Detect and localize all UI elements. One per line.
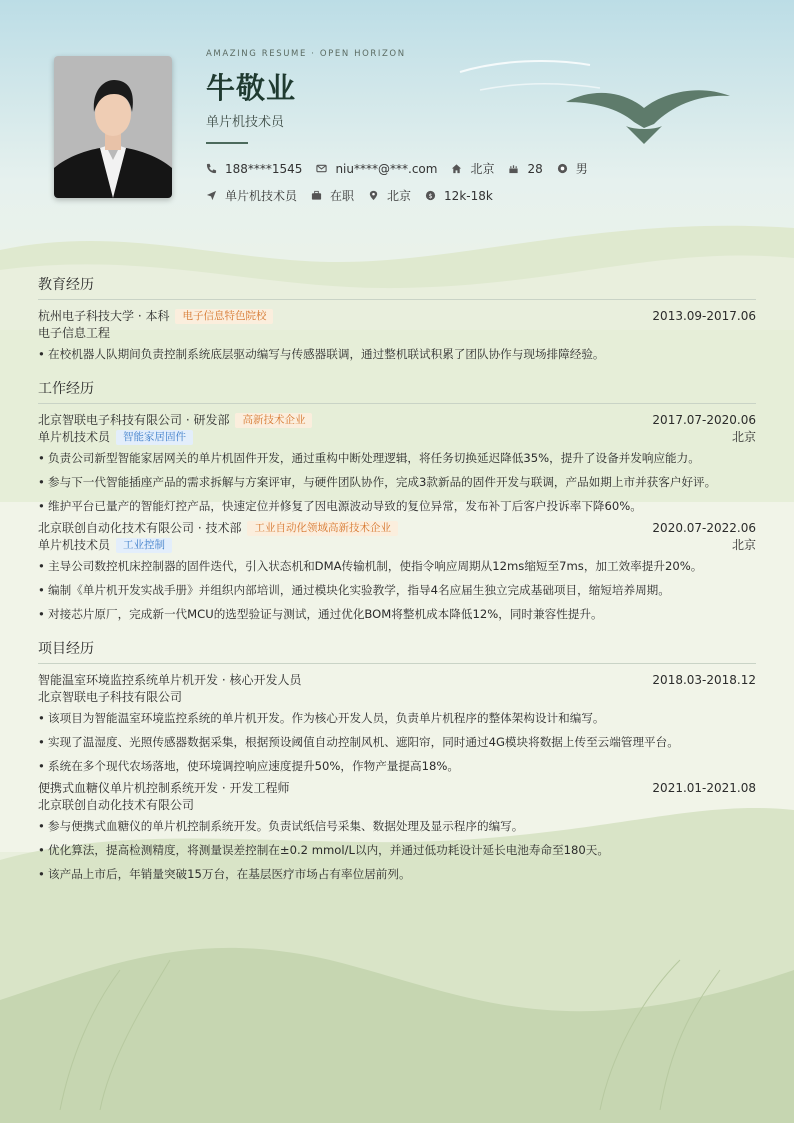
work-header-line: [38, 520, 756, 537]
work-role: 单片机技术员: [38, 538, 111, 552]
education-school-tag: 电子信息特色院校: [175, 309, 273, 324]
contact-email-value: niu****@***.com: [335, 161, 438, 176]
list-item: • 参与便携式血糖仪的单片机控制系统开发。负责试纸信号采集、数据处理及显示程序的编写。: [38, 814, 756, 838]
work-company: 北京智联电子科技有限公司 · 研发部: [38, 413, 230, 427]
list-item: • 实现了温湿度、光照传感器数据采集，根据预设阈值自动控制风机、遮阳帘，同时通过4G模块将数据上传至云端管理平台。: [38, 730, 756, 754]
gender-icon: [557, 163, 568, 174]
project-name: 智能温室环境监控系统单片机开发 · 核心开发人员: [38, 673, 302, 687]
work-role-tag: 工业控制: [116, 538, 172, 553]
education-bullets: [38, 342, 756, 366]
work-role-line: [38, 537, 756, 554]
candidate-title: 单片机技术员: [206, 115, 285, 130]
project-date: 2018.03-2018.12: [652, 673, 756, 687]
project-bullets: [38, 706, 756, 778]
money-icon: [425, 190, 436, 201]
project-org-line: [38, 689, 756, 706]
education-title: 教育经历: [38, 274, 756, 300]
list-item: • 对接芯片原厂，完成新一代MCU的选型验证与测试，通过优化BOM将整机成本降低12%，同时兼容性提升。: [38, 602, 756, 626]
project-org: 北京智联电子科技有限公司: [38, 690, 183, 704]
list-item: • 该产品上市后，年销量突破15万台，在基层医疗市场占有率位居前列。: [38, 862, 756, 886]
work-company: 北京联创自动化技术有限公司 · 技术部: [38, 521, 242, 535]
work-company-tag: 高新技术企业: [235, 413, 312, 428]
work-section: [38, 378, 756, 626]
contact-row-personal: [206, 160, 602, 177]
home-icon: [451, 163, 462, 174]
work-date: 2020.07-2022.06: [652, 521, 756, 535]
contact-gender: [557, 160, 588, 177]
education-date: 2013.09-2017.06: [652, 309, 756, 323]
list-item: • 维护平台已量产的智能灯控产品，快速定位并修复了因电源波动导致的复位异常，发布补丁后客户投诉率下降60%。: [38, 494, 756, 518]
mail-icon: [316, 163, 327, 174]
candidate-name: 牛敬业: [206, 71, 297, 105]
work-bullets: [38, 446, 756, 518]
contact-age-value: 28: [527, 161, 543, 176]
contact-city-value: 北京: [470, 162, 495, 176]
contact-target-city-value: 北京: [387, 189, 412, 203]
projects-section: [38, 638, 756, 886]
education-major: 电子信息工程: [38, 326, 111, 340]
list-item: • 主导公司数控机床控制器的固件迭代，引入状态机和DMA传输机制，使指令响应周期从12ms缩短至7ms，加工效率提升20%。: [38, 554, 756, 578]
work-city: 北京: [731, 430, 756, 444]
location-pin-icon: [368, 190, 379, 201]
phone-icon: [206, 163, 217, 174]
work-role: 单片机技术员: [38, 430, 111, 444]
contact-salary-value: 12k-18k: [444, 188, 493, 203]
project-name: 便携式血糖仪单片机控制系统开发 · 开发工程师: [38, 781, 290, 795]
contact-row-job: [206, 187, 507, 204]
svg-text:$: $: [428, 191, 433, 200]
work-company-tag: 工业自动化领域高新技术企业: [247, 521, 398, 536]
project-org-line: [38, 797, 756, 814]
work-entry: [38, 520, 756, 626]
contact-salary: [425, 189, 493, 203]
contact-status-value: 在职: [330, 189, 355, 203]
work-header-line: [38, 412, 756, 429]
work-role-line: [38, 429, 756, 446]
work-entry: [38, 412, 756, 518]
education-school: 杭州电子科技大学 · 本科: [38, 309, 170, 323]
profile-photo: [54, 56, 172, 198]
project-org: 北京联创自动化技术有限公司: [38, 798, 195, 812]
resume-header-tag: AMAZING RESUME · OPEN HORIZON: [206, 49, 406, 59]
education-section: [38, 274, 756, 366]
briefcase-icon: [311, 190, 322, 201]
contact-target-job-value: 单片机技术员: [225, 189, 298, 203]
contact-target-city: [368, 187, 411, 204]
contact-gender-value: 男: [575, 162, 588, 176]
title-divider: [206, 142, 248, 144]
contact-target-job: [206, 187, 297, 204]
project-header-line: [38, 672, 756, 689]
work-bullets: [38, 554, 756, 626]
contact-age: [508, 162, 542, 176]
project-entry: [38, 780, 756, 886]
project-date: 2021.01-2021.08: [652, 781, 756, 795]
project-entry: [38, 672, 756, 778]
work-city: 北京: [731, 538, 756, 552]
project-bullets: [38, 814, 756, 886]
education-major-line: [38, 325, 756, 342]
projects-title: 项目经历: [38, 638, 756, 664]
send-icon: [206, 190, 217, 201]
bird-icon: [562, 82, 732, 146]
contact-phone: [206, 162, 302, 176]
contact-status: [311, 187, 354, 204]
list-item: • 参与下一代智能插座产品的需求拆解与方案评审，与硬件团队协作，完成3款新品的固件开发与联调，产品如期上市并获客户好评。: [38, 470, 756, 494]
cake-icon: [508, 163, 519, 174]
contact-phone-value: 188****1545: [225, 161, 303, 176]
education-header-line: [38, 308, 756, 325]
project-header-line: [38, 780, 756, 797]
education-entry: [38, 308, 756, 366]
contact-city: [451, 160, 494, 177]
list-item: • 系统在多个现代农场落地，使环境调控响应速度提升50%，作物产量提高18%。: [38, 754, 756, 778]
list-item: • 优化算法，提高检测精度，将测量误差控制在±0.2 mmol/L以内，并通过低功耗设计延长电池寿命至180天。: [38, 838, 756, 862]
work-title: 工作经历: [38, 378, 756, 404]
list-item: • 在校机器人队期间负责控制系统底层驱动编写与传感器联调，通过整机联试积累了团队协作与现场排障经验。: [38, 342, 756, 366]
list-item: • 负责公司新型智能家居网关的单片机固件开发，通过重构中断处理逻辑，将任务切换延迟降低35%，提升了设备并发响应能力。: [38, 446, 756, 470]
work-role-tag: 智能家居固件: [116, 430, 193, 445]
contact-email: [316, 162, 437, 176]
list-item: • 编制《单片机开发实战手册》并组织内部培训，通过模块化实验教学，指导4名应届生独立完成基础项目，缩短培养周期。: [38, 578, 756, 602]
work-date: 2017.07-2020.06: [652, 413, 756, 427]
list-item: • 该项目为智能温室环境监控系统的单片机开发。作为核心开发人员，负责单片机程序的整体架构设计和编写。: [38, 706, 756, 730]
